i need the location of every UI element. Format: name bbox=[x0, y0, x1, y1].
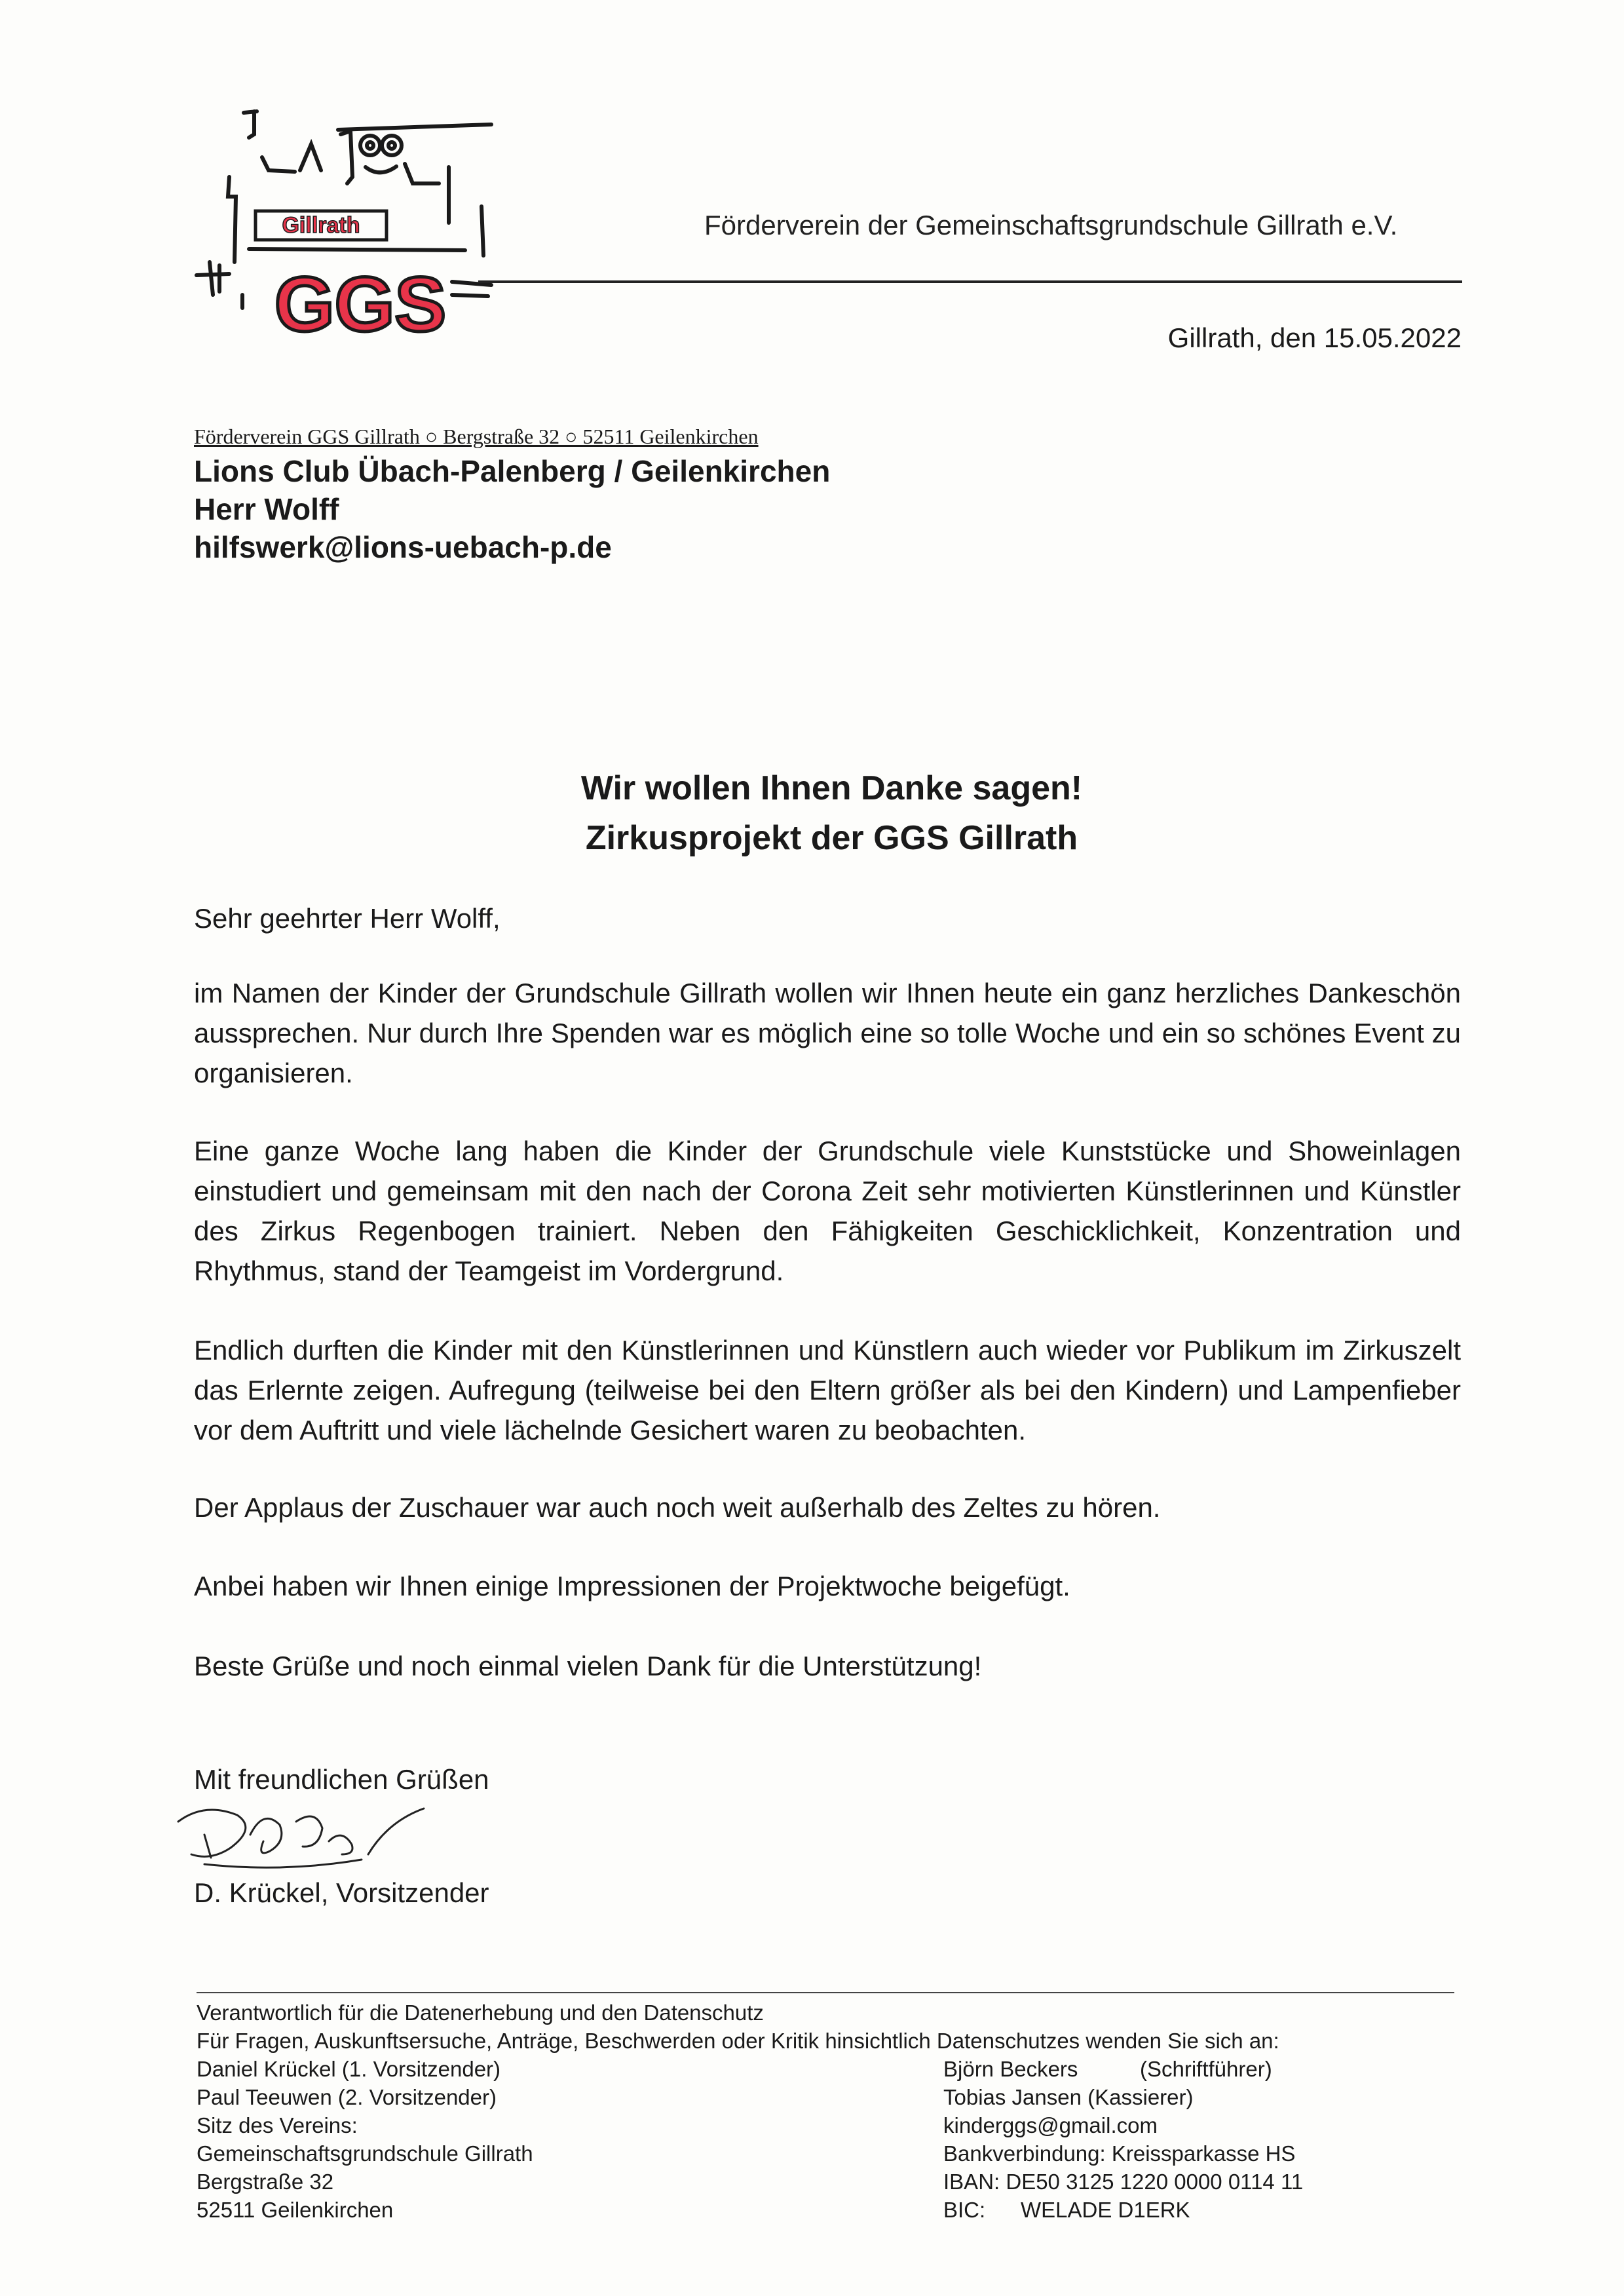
subject-line-1: Wir wollen Ihnen Danke sagen! bbox=[580, 769, 1083, 807]
footer-right-column bbox=[943, 2055, 1303, 2224]
letterhead-org-name: Förderverein der Gemeinschaftsgrundschule Gillrath e.V. bbox=[704, 210, 1398, 240]
recipient-name: Herr Wolff bbox=[194, 492, 339, 526]
footer-contact-role: (Schriftführer) bbox=[1140, 2057, 1272, 2081]
footer-right-line bbox=[943, 2055, 1303, 2083]
ggs-logo bbox=[183, 98, 498, 360]
body-paragraph: Beste Grüße und noch einmal vielen Dank für die Unterstützung! bbox=[194, 1651, 982, 1681]
sender-return-line: Förderverein GGS Gillrath ○ Bergstraße 32 ○ 52511 Geilenkirchen bbox=[194, 425, 759, 448]
footer-divider bbox=[197, 1992, 1454, 1993]
logo-big-text: GGS bbox=[274, 261, 447, 348]
footer-left-line: Bergstraße 32 bbox=[197, 2170, 334, 2194]
footer-left-line: Paul Teeuwen (2. Vorsitzender) bbox=[197, 2085, 497, 2109]
footer-bank: Bankverbindung: Kreissparkasse HS bbox=[943, 2141, 1296, 2166]
footer-bic-label: BIC: bbox=[943, 2198, 986, 2222]
body-paragraph: Eine ganze Woche lang haben die Kinder der Grundschule viele Kunststücke und Showeinlagen einstudiert und gemeinsam mit den nach der Corona Zeit sehr motivierten Künstlerinnen und Künstler des Zirkus Regenbogen trainiert. Neben den Fähigkeiten Geschicklichkeit, Konzentration und Rhythmus, stand der Teamgeist im Vordergrund. bbox=[194, 1136, 1461, 1286]
recipient-org: Lions Club Übach-Palenberg / Geilenkirchen bbox=[194, 454, 831, 488]
footer-right-line: Tobias Jansen (Kassierer) bbox=[943, 2085, 1194, 2109]
recipient-block bbox=[194, 452, 830, 566]
body-paragraph: Anbei haben wir Ihnen einige Impressionen der Projektwoche beigefügt. bbox=[194, 1571, 1070, 1601]
body-paragraph: Endlich durften die Kinder mit den Künstlerinnen und Künstlern auch wieder vor Publikum im Zirkuszelt das Erlernte zeigen. Aufregung (teilweise bei den Eltern größer als bei den Kindern) und Lampenfieber vor dem Auftritt und viele lächelnde Gesichert waren zu beobachten. bbox=[194, 1335, 1461, 1445]
footer-left-line: 52511 Geilenkirchen bbox=[197, 2198, 394, 2222]
footer-privacy-notice bbox=[197, 1999, 1279, 2055]
logo-small-text: Gillrath bbox=[282, 213, 360, 238]
footer-left-line: Gemeinschaftsgrundschule Gillrath bbox=[197, 2141, 533, 2166]
signer-name: D. Krückel, Vorsitzender bbox=[194, 1877, 489, 1908]
letter-date: Gillrath, den 15.05.2022 bbox=[1167, 322, 1462, 353]
footer-heading: Verantwortlich für die Datenerhebung und den Datenschutz bbox=[197, 2000, 764, 2025]
recipient-email: hilfswerk@lions-uebach-p.de bbox=[194, 530, 612, 564]
footer-left-column bbox=[197, 2055, 533, 2224]
handwritten-signature bbox=[165, 1795, 440, 1881]
footer-left-line: Sitz des Vereins: bbox=[197, 2113, 358, 2137]
footer-left-line: Daniel Krückel (1. Vorsitzender) bbox=[197, 2057, 501, 2081]
subject-line-2: Zirkusprojekt der GGS Gillrath bbox=[585, 819, 1078, 857]
salutation: Sehr geehrter Herr Wolff, bbox=[194, 903, 500, 934]
footer-bic-line bbox=[943, 2196, 1303, 2224]
footer-intro: Für Fragen, Auskunftsersuche, Anträge, Beschwerden oder Kritik hinsichtlich Datenschutzes wenden Sie sich an: bbox=[197, 2029, 1279, 2053]
footer-contact-name: Björn Beckers bbox=[943, 2057, 1078, 2081]
footer-email: kinderggs@gmail.com bbox=[943, 2113, 1158, 2137]
closing-phrase: Mit freundlichen Grüßen bbox=[194, 1764, 489, 1795]
footer-bic-value: WELADE D1ERK bbox=[1021, 2198, 1190, 2222]
footer-iban: IBAN: DE50 3125 1220 0000 0114 11 bbox=[943, 2170, 1304, 2194]
letter-subject bbox=[0, 763, 1624, 863]
body-paragraph: Der Applaus der Zuschauer war auch noch weit außerhalb des Zeltes zu hören. bbox=[194, 1492, 1161, 1523]
header-divider bbox=[478, 280, 1462, 283]
body-paragraph: im Namen der Kinder der Grundschule Gillrath wollen wir Ihnen heute ein ganz herzliches Dankeschön aussprechen. Nur durch Ihre Spenden war es möglich eine so tolle Woche und ein so schönes Event zu organisieren. bbox=[194, 978, 1461, 1088]
